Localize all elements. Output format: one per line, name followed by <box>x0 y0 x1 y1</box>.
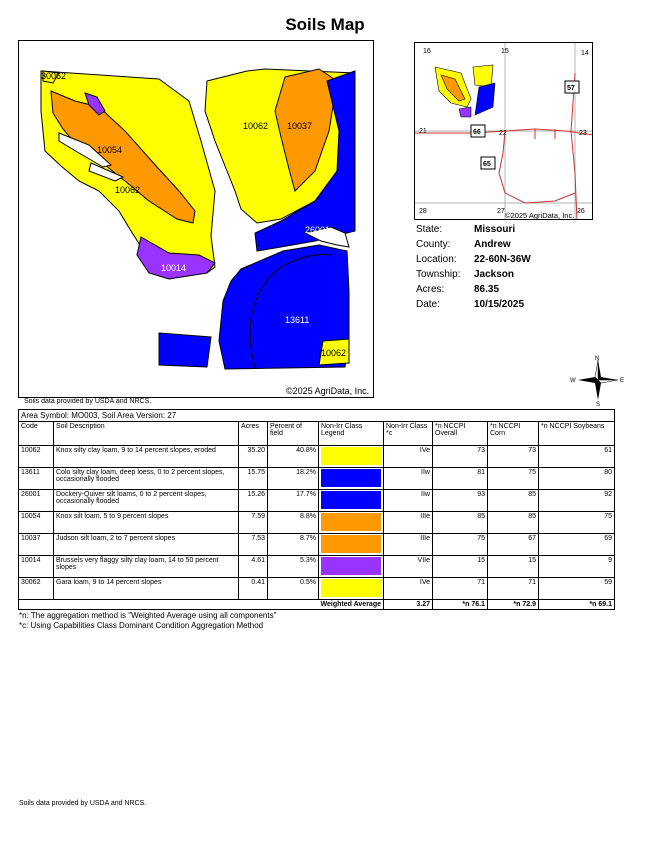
col-header: *n NCCPI Soybeans <box>539 422 615 446</box>
info-row-state <box>416 222 531 237</box>
soil-description: Judson silt loam, 2 to 7 percent slopes <box>54 534 239 556</box>
loc-label: 16 <box>423 48 431 55</box>
loc-label: 27 <box>497 208 505 215</box>
nccpi-overall: 85 <box>433 512 488 534</box>
col-header: Non-Irr Class *c <box>384 422 433 446</box>
soil-acres: 4.61 <box>239 556 268 578</box>
table-row <box>19 490 615 512</box>
legend <box>319 578 384 600</box>
location-map <box>414 42 593 220</box>
soil-class: IIIe <box>384 512 433 534</box>
route-65-label: 65 <box>483 161 491 168</box>
map-label: 10062 <box>115 185 141 195</box>
info-value: Missouri <box>474 224 516 235</box>
info-value: Andrew <box>474 239 511 250</box>
location-map-drawing <box>415 43 593 220</box>
info-row-location <box>416 252 531 267</box>
area-symbol-row <box>19 410 615 422</box>
map-label: 10037 <box>287 121 313 131</box>
data-source-note: Soils data provided by USDA and NRCS. <box>24 398 152 405</box>
info-label: Acres: <box>416 284 445 295</box>
soil-description: Brussels very flaggy silty clay loam, 14 to 50 percent slopes <box>54 556 239 578</box>
nccpi-corn: 85 <box>488 490 539 512</box>
soil-acres: 35.20 <box>239 446 268 468</box>
legend <box>319 512 384 534</box>
info-value: 10/15/2025 <box>474 299 525 310</box>
nccpi-corn: 71 <box>488 578 539 600</box>
info-row-date <box>416 297 531 312</box>
nccpi-soy: 59 <box>539 578 615 600</box>
legend <box>319 556 384 578</box>
weighted-overall: *n 76.1 <box>433 600 488 610</box>
legend-swatch <box>321 513 381 531</box>
nccpi-soy: 61 <box>539 446 615 468</box>
soil-class: IIw <box>384 468 433 490</box>
soil-class: IVe <box>384 446 433 468</box>
nccpi-corn: 67 <box>488 534 539 556</box>
soil-acres: 0.41 <box>239 578 268 600</box>
soil-code: 10062 <box>19 446 54 468</box>
soil-code: 13611 <box>19 468 54 490</box>
soil-percent: 5.3% <box>268 556 319 578</box>
compass-e: E <box>620 378 625 384</box>
info-label: County: <box>416 239 451 250</box>
soil-class: VIIe <box>384 556 433 578</box>
info-row-acres <box>416 282 531 297</box>
soil-percent: 18.2% <box>268 468 319 490</box>
note-aggregation: *n: The aggregation method is "Weighted Average using all components" <box>19 611 277 620</box>
soil-code: 10054 <box>19 512 54 534</box>
table-row <box>19 534 615 556</box>
info-label: State: <box>416 224 443 235</box>
info-label: Date: <box>416 299 440 310</box>
map-label: 26001 <box>305 225 331 235</box>
table-row <box>19 556 615 578</box>
legend-swatch <box>321 535 381 553</box>
info-label: Township: <box>416 269 461 280</box>
loc-label: 26 <box>577 208 585 215</box>
legend-swatch <box>321 579 381 597</box>
footer-source: Soils data provided by USDA and NRCS. <box>19 800 147 807</box>
soil-percent: 17.7% <box>268 490 319 512</box>
col-header: *n NCCPI Overall <box>433 422 488 446</box>
table-row <box>19 578 615 600</box>
nccpi-overall: 93 <box>433 490 488 512</box>
weighted-corn: *n 72.9 <box>488 600 539 610</box>
soil-description: Gara loam, 9 to 14 percent slopes <box>54 578 239 600</box>
soil-code: 10014 <box>19 556 54 578</box>
soil-percent: 8.7% <box>268 534 319 556</box>
map-copyright: ©2025 AgriData, Inc. <box>286 386 370 396</box>
soil-code: 26001 <box>19 490 54 512</box>
nccpi-soy: 9 <box>539 556 615 578</box>
legend <box>319 534 384 556</box>
soil-class: IIIe <box>384 534 433 556</box>
table-row <box>19 512 615 534</box>
loc-label: 22 <box>499 130 507 137</box>
soil-percent: 8.8% <box>268 512 319 534</box>
nccpi-soy: 69 <box>539 534 615 556</box>
area-symbol: Area Symbol: MO003, Soil Area Version: 27 <box>19 410 615 422</box>
soil-code: 10037 <box>19 534 54 556</box>
soil-acres: 7.53 <box>239 534 268 556</box>
nccpi-soy: 75 <box>539 512 615 534</box>
soil-description: Colo silty clay loam, deep loess, 0 to 2 percent slopes, occasionally flooded <box>54 468 239 490</box>
nccpi-overall: 71 <box>433 578 488 600</box>
legend-swatch <box>321 557 381 575</box>
road <box>499 131 575 203</box>
weighted-average-row <box>19 600 615 610</box>
table-row <box>19 468 615 490</box>
map-label: 10062 <box>243 121 269 131</box>
soils-map-drawing <box>19 41 374 398</box>
soil-acres: 15.75 <box>239 468 268 490</box>
loc-label: 28 <box>419 208 427 215</box>
nccpi-overall: 81 <box>433 468 488 490</box>
nccpi-overall: 75 <box>433 534 488 556</box>
soil-acres: 15.26 <box>239 490 268 512</box>
soil-percent: 0.5% <box>268 578 319 600</box>
info-label: Location: <box>416 254 457 265</box>
note-capability: *c: Using Capabilities Class Dominant Condition Aggregation Method <box>19 621 264 630</box>
nccpi-soy: 92 <box>539 490 615 512</box>
compass-s: S <box>596 402 601 406</box>
loc-label: 21 <box>419 128 427 135</box>
legend-swatch <box>321 469 381 487</box>
legend <box>319 490 384 512</box>
nccpi-corn: 85 <box>488 512 539 534</box>
loc-label: 15 <box>501 48 509 55</box>
table-row <box>19 446 615 468</box>
nccpi-soy: 80 <box>539 468 615 490</box>
weighted-label: Weighted Average <box>19 600 384 610</box>
map-label: 10054 <box>97 145 123 155</box>
soil-description: Knox silty clay loam, 9 to 14 percent slopes, eroded <box>54 446 239 468</box>
soil-percent: 40.8% <box>268 446 319 468</box>
location-info <box>416 222 531 312</box>
map-label: 10014 <box>161 263 187 273</box>
info-value: Jackson <box>474 269 515 280</box>
info-value: 86.35 <box>474 284 500 295</box>
col-header: Soil Description <box>54 422 239 446</box>
weighted-class: 3.27 <box>384 600 433 610</box>
soil-polygon-13611-west <box>159 333 211 367</box>
loc-label: 14 <box>581 50 589 57</box>
soil-description: Knox silt loam, 5 to 9 percent slopes <box>54 512 239 534</box>
soil-class: IIw <box>384 490 433 512</box>
map-label: 30062 <box>41 71 67 81</box>
road <box>571 73 577 220</box>
soil-acres: 7.59 <box>239 512 268 534</box>
col-header: Code <box>19 422 54 446</box>
col-header: *n NCCPI Corn <box>488 422 539 446</box>
col-header: Percent of field <box>268 422 319 446</box>
nccpi-overall: 15 <box>433 556 488 578</box>
legend <box>319 468 384 490</box>
info-row-county <box>416 237 531 252</box>
soils-table <box>18 409 615 610</box>
soils-map <box>18 40 374 398</box>
col-header: Acres <box>239 422 268 446</box>
info-row-township <box>416 267 531 282</box>
nccpi-corn: 75 <box>488 468 539 490</box>
soil-description: Dockery-Quiver silt loams, 0 to 2 percent slopes, occasionally flooded <box>54 490 239 512</box>
nccpi-corn: 73 <box>488 446 539 468</box>
loc-label: 23 <box>579 130 587 137</box>
legend <box>319 446 384 468</box>
loc-copyright: ©2025 AgriData, Inc. <box>505 211 575 220</box>
route-57-label: 57 <box>567 85 575 92</box>
soil-class: IVe <box>384 578 433 600</box>
route-66-label: 66 <box>473 129 481 136</box>
legend-swatch <box>321 491 381 509</box>
legend-swatch <box>321 447 381 465</box>
map-label: 10062 <box>321 348 347 358</box>
map-label: 13611 <box>285 315 310 325</box>
soil-code: 30062 <box>19 578 54 600</box>
col-header: Non-Irr Class Legend <box>319 422 384 446</box>
weighted-soy: *n 69.1 <box>539 600 615 610</box>
table-header-row <box>19 422 615 446</box>
page-title: Soils Map <box>285 15 365 34</box>
nccpi-overall: 73 <box>433 446 488 468</box>
info-value: 22-60N-36W <box>474 254 531 265</box>
compass-rose-icon <box>570 354 626 406</box>
compass-w: W <box>570 378 576 384</box>
compass-n: N <box>595 356 600 362</box>
nccpi-corn: 15 <box>488 556 539 578</box>
